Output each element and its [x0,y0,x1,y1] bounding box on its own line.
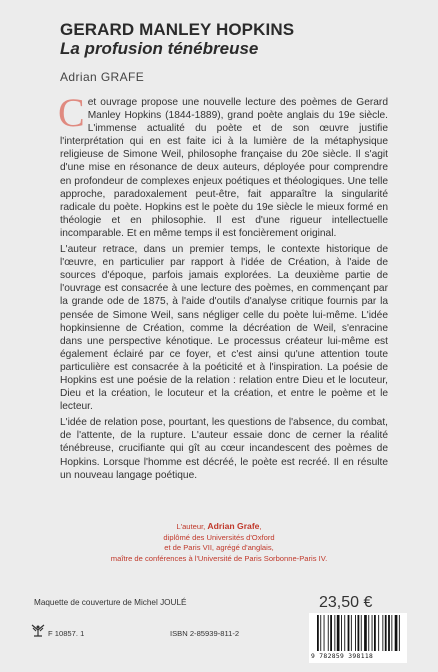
barcode [309,613,407,663]
reference-number: F 10857. 1 [48,629,85,638]
cover-design-credit: Maquette de couverture de Michel JOULÉ [34,598,187,607]
author-bio-name: Adrian Grafe [207,521,260,531]
blurb [58,90,388,485]
blurb-paragraph-1: Cet ouvrage propose une nouvelle lecture des poèmes de Gerard Manley Hopkins (1844-1889), grand poète anglais du 19e siècle. L'immense actualité du poète et de son œuvre justifie l'interprétation qui en est faite ici à la lumière de la métaphysique religieuse de Simone Weil, philosophe française du 20e siècle. Il s'agit d'une mise en résonance de deux auteurs, déployée pour comprendre en profondeur de complexes enjeux poétiques et théologiques. Une telle approche, paradoxalement peut-être, fait apparaître la singularité radicale du poète. Hopkins est le poète du 19e siècle le mieux formé en théologie et en philosophie. Il est d'une rigueur intellectuelle incomparable. Et en même temps il est foncièrement original. [58,90,388,239]
blurb-paragraph-3: L'idée de relation pose, pourtant, les questions de l'absence, du combat, de l'attente, de la rupture. L'auteur essaie donc de cerner la réalité ténébreuse, crucifiante qui gît au cœur incandescent des poèmes de Hopkins. Lorsque l'homme est décréé, le poète est recréé. Il en résulte un nouveau langage poétique. [60,417,388,481]
book-title: GERARD MANLEY HOPKINS [60,20,295,39]
dropcap: C [58,90,85,135]
publisher-logo-icon [30,622,46,638]
barcode-digits: 9 782859 398118 [311,653,374,660]
book-author: Adrian GRAFE [60,70,145,84]
blurb-paragraph-2: L'auteur retrace, dans un premier temps, le contexte historique de l'œuvre, en particulier par rapport à l'idée de Création, à l'aide de sources d'époque, parfois jamais explorées. La deuxième partie de l'ouvrage est consacrée à une lecture des poèmes, en commençant par la grande ode de 1875, à l'aide d'outils d'analyse critique fournis par la pensée de Simone Weil, sans négliger celle du poète lui-même. L'idée hopkinsienne de Création, comme la décréation de Weil, s'enracine dans une perspective kénotique. Le processus créateur lui-même est également éclairé par ce foyer, et c'est ainsi qu'une attention toute particulière est consacrée à la poéticité et à l'inspiration. La poésie de Hopkins est une poésie de la relation : relation entre Dieu et le locuteur, Dieu et la création, le locuteur et la création, et entre le poème et le lecteur. [60,244,388,413]
price: 23,50 € [319,594,373,611]
isbn: ISBN 2-85939-811-2 [170,629,240,638]
barcode-icon [317,615,401,653]
book-subtitle: La profusion ténébreuse [60,39,259,58]
author-bio: L'auteur, Adrian Grafe, diplômé des Universités d'Oxford et de Paris VII, agrégé d'anglais, maître de conférences à l'Université de Paris Sorbonne-Paris IV. [110,521,328,563]
